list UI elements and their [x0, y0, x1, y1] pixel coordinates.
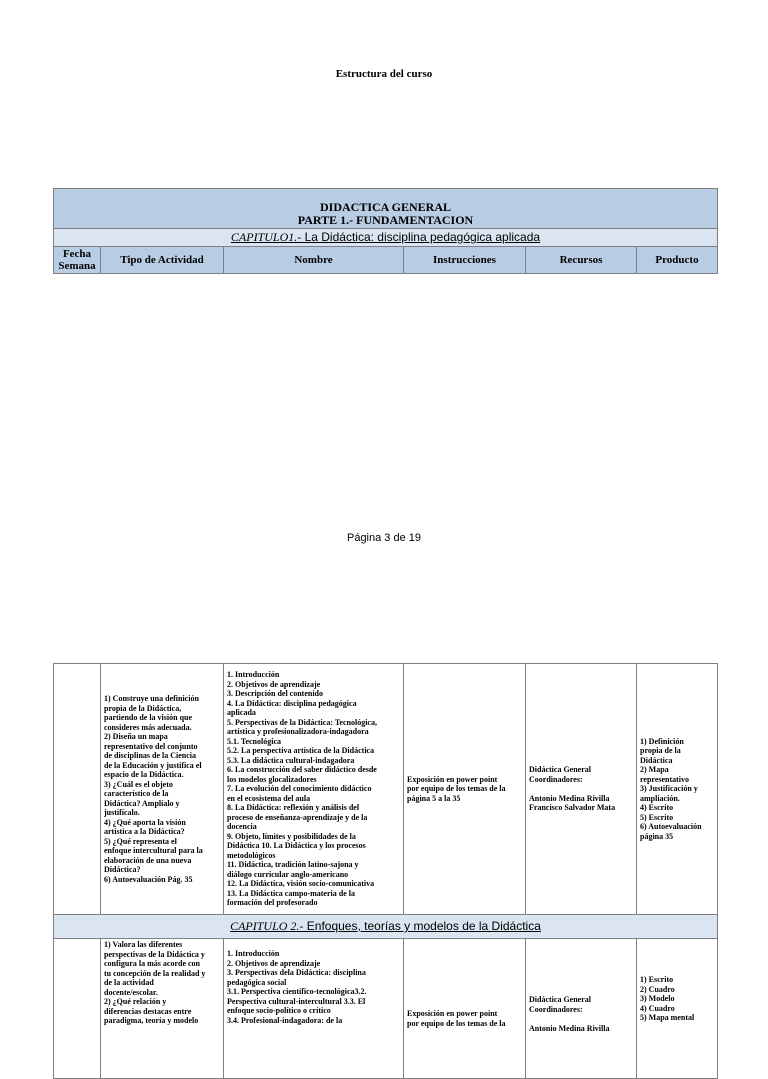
- text-line: tu concepción de la realidad y: [104, 968, 206, 978]
- text-line: 2) Mapa: [640, 765, 669, 775]
- col-nombre: Nombre: [224, 247, 404, 274]
- cell-nombre: [224, 664, 404, 915]
- text-line: propia de la Didáctica,: [104, 703, 182, 713]
- text-line: docente/escolar.: [104, 987, 158, 997]
- text-line: docencia: [227, 822, 257, 832]
- chapter-2-heading: [54, 915, 718, 939]
- text-line: por equipo de los temas de la: [407, 1018, 506, 1028]
- text-line: 5.2. La perspectiva artística de la Didáctica: [227, 746, 375, 756]
- text-line: 7. La evolución del conocimiento didáctico: [227, 784, 372, 794]
- table-row: [54, 939, 718, 1079]
- text-line: artística a la Didáctica?: [104, 827, 185, 836]
- text-line: 8. La Didáctica: reflexión y análisis del: [227, 803, 360, 813]
- text-line: aplicada: [227, 708, 256, 718]
- text-line: Perspectiva cultural-intercultural 3.3. El: [227, 996, 366, 1006]
- col-recursos: Recursos: [526, 247, 637, 274]
- col-instrucciones: Instrucciones: [404, 247, 526, 274]
- text-line: 2. Objetivos de aprendizaje: [227, 958, 321, 968]
- cell-nombre: [224, 939, 404, 1079]
- text-line: 5) Escrito: [640, 812, 674, 822]
- text-line: metodológicos: [227, 850, 276, 860]
- text-line: 2) Cuadro: [640, 984, 675, 994]
- text-line: 5.1. Tecnológica: [227, 736, 282, 746]
- text-line: por equipo de los temas de la: [407, 784, 506, 794]
- text-line: justifícalo.: [104, 808, 140, 817]
- cell-fecha: [54, 939, 101, 1079]
- cell-recursos: [526, 664, 637, 915]
- text-line: Antonio Medina Rivilla: [529, 793, 610, 803]
- text-line: 3) ¿Cuál es el objeto: [104, 779, 173, 789]
- cell-fecha: [54, 664, 101, 915]
- text-line: 6) Autoevaluación Pág. 35: [104, 874, 193, 884]
- col-fecha-semana: Fecha Semana: [54, 247, 101, 274]
- text-line: enfoque socio-político o crítico: [227, 1006, 331, 1015]
- text-line: 6) Autoevaluación: [640, 822, 702, 832]
- text-line: 3.1. Perspectiva científico-tecnológica3.2.: [227, 987, 367, 996]
- text-line: 3. Descripción del contenido: [227, 689, 323, 699]
- text-line: 3.4. Profesional-indagadora: de la: [227, 1015, 343, 1025]
- text-line: 4) ¿Qué aporta la visión: [104, 817, 186, 827]
- text-line: 6. La construcción del saber didáctico desde: [227, 765, 377, 775]
- text-line: 2) ¿Qué relación y: [104, 997, 167, 1006]
- text-line: configura la más acorde con: [104, 959, 200, 968]
- text-line: 4. La Didáctica: disciplina pedagógica: [227, 698, 357, 708]
- text-line: 2. Objetivos de aprendizaje: [227, 679, 321, 689]
- text-line: 5) Mapa mental: [640, 1013, 695, 1022]
- blank-line: [529, 1014, 633, 1024]
- part-name: PARTE 1.- FUNDAMENTACION: [297, 213, 474, 227]
- text-line: 3) Modelo: [640, 994, 675, 1003]
- text-line: 1) Construye una definición: [104, 694, 199, 703]
- text-line: 12. La Didáctica, visión socio-comunicativa: [227, 879, 375, 889]
- cell-actividad: [101, 664, 224, 915]
- text-line: diferencias destacas entre: [104, 1006, 192, 1016]
- text-line: 2) Diseña un mapa: [104, 732, 168, 741]
- cell-instrucciones: [404, 939, 526, 1079]
- cell-actividad: [101, 939, 224, 1079]
- text-line: Antonio Medina Rivilla: [529, 1023, 610, 1033]
- text-line: Exposición en power point: [407, 774, 498, 784]
- cell-producto: [637, 939, 718, 1079]
- cell-instrucciones: [404, 664, 526, 915]
- text-line: consideres más adecuada.: [104, 722, 192, 732]
- text-line: Didáctica? Amplíalo y: [104, 798, 180, 808]
- text-line: pedagógica social: [227, 977, 287, 987]
- text-line: 1) Escrito: [640, 975, 674, 984]
- text-line: 3) Justificación y: [640, 784, 698, 794]
- text-line: 4) Escrito: [640, 803, 674, 813]
- text-line: 5.3. La didáctica cultural-indagadora: [227, 755, 355, 765]
- text-line: 5. Perspectivas de la Didáctica: Tecnológica,: [227, 717, 377, 727]
- chapter-2-title: Enfoques, teorías y modelos de la Didáctica: [303, 919, 541, 933]
- page-number: Página 3 de 19: [346, 532, 421, 544]
- course-content-table: [53, 663, 718, 1079]
- text-line: de disciplinas de la Ciencia: [104, 751, 197, 760]
- text-line: 1) Definición: [640, 736, 684, 746]
- text-line: Didáctica: [640, 755, 673, 765]
- chapter-1-title: La Didáctica: disciplina pedagógica aplicada: [301, 230, 541, 244]
- text-line: ampliación.: [640, 793, 680, 803]
- text-line: representativo del conjunto: [104, 741, 198, 751]
- text-line: formación del profesorado: [227, 898, 318, 908]
- text-line: representativo: [640, 774, 690, 784]
- text-line: 3. Perspectivas dela Didáctica: disciplina: [227, 968, 366, 977]
- text-line: 1. Introducción: [227, 949, 280, 958]
- cell-recursos: [526, 939, 637, 1079]
- text-line: perspectivas de la Didáctica y: [104, 949, 205, 959]
- text-line: página 35: [640, 831, 674, 841]
- chapter-1-heading: [54, 229, 718, 247]
- text-line: Didáctica General: [529, 765, 591, 775]
- table-row: [54, 664, 718, 915]
- page-title: Estructura del curso: [335, 68, 433, 80]
- text-line: 5) ¿Qué representa el: [104, 836, 177, 846]
- col-producto: Producto: [637, 247, 718, 274]
- text-line: Coordinadores:: [529, 1004, 583, 1014]
- chapter-1-prefix: CAPITULO1.-: [230, 230, 302, 244]
- text-line: Didáctica?: [104, 865, 141, 874]
- text-line: propia de la: [640, 746, 681, 756]
- text-line: Coordinadores:: [529, 774, 583, 784]
- text-line: página 5 a la 35: [407, 793, 461, 803]
- text-line: característico de la: [104, 789, 169, 798]
- text-line: en el ecosistema del aula: [227, 793, 311, 803]
- text-line: 13. La Didáctica campo-materia de la: [227, 888, 355, 898]
- text-line: espacio de la Didáctica.: [104, 770, 184, 779]
- text-line: 4) Cuadro: [640, 1003, 675, 1013]
- text-line: 1) Valora las diferentes: [104, 940, 183, 949]
- text-line: elaboración de una nueva: [104, 855, 192, 865]
- text-line: enfoque intercultural para la: [104, 846, 203, 855]
- text-line: de la actividad: [104, 978, 154, 987]
- text-line: paradigma, teoría y modelo: [104, 1016, 199, 1025]
- text-line: artística y profesionalizadora-indagadora: [227, 727, 369, 737]
- cell-producto: [637, 664, 718, 915]
- col-tipo-actividad: Tipo de Actividad: [101, 247, 224, 274]
- course-title-cell: [54, 189, 718, 229]
- text-line: Francisco Salvador Mata: [529, 803, 616, 813]
- text-line: 1. Introducción: [227, 670, 280, 680]
- text-line: de la Educación y justifica el: [104, 760, 202, 770]
- text-line: proceso de enseñanza-aprendizaje y de la: [227, 812, 368, 822]
- chapter-2-prefix: CAPITULO 2.-: [230, 919, 304, 933]
- course-name: DIDACTICA GENERAL: [319, 200, 452, 214]
- text-line: Exposición en power point: [407, 1009, 498, 1018]
- text-line: los modelos glocalizadores: [227, 774, 317, 784]
- text-line: diálogo curricular anglo-americano: [227, 869, 349, 879]
- blank-line: [529, 784, 633, 794]
- text-line: 9. Objeto, límites y posibilidades de la: [227, 831, 356, 841]
- text-line: 11. Didáctica, tradición latino-sajona y: [227, 860, 359, 870]
- text-line: partiendo de la visión que: [104, 713, 193, 722]
- text-line: Didáctica 10. La Didáctica y los procesos: [227, 841, 366, 851]
- course-header-table: [53, 188, 718, 274]
- text-line: Didáctica General: [529, 995, 591, 1004]
